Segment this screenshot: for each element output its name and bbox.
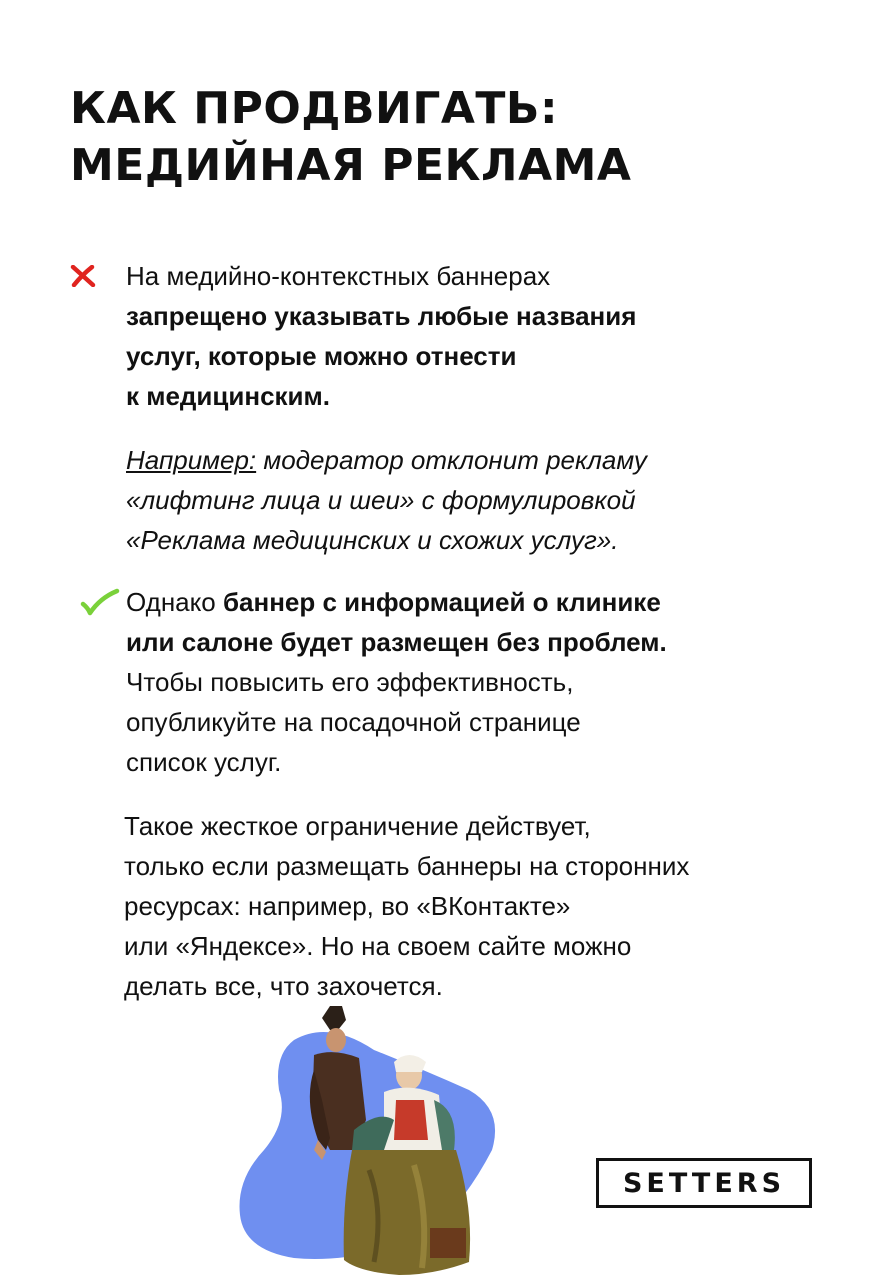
note-line-3: ресурсах: например, во «ВКонтакте» — [124, 891, 571, 921]
cross-icon — [70, 265, 96, 287]
setters-logo: SETTERS — [596, 1158, 812, 1208]
note-line-4: или «Яндексе». Но на своем сайте можно — [124, 931, 632, 961]
allowed-line-4: опубликуйте на посадочной странице — [126, 707, 581, 737]
example-text — [126, 440, 826, 560]
example-line-3: «Реклама медицинских и схожих услуг». — [126, 525, 619, 555]
note-line-2: только если размещать баннеры на сторонних — [124, 851, 690, 881]
allowed-line-5: список услуг. — [126, 747, 282, 777]
example-line-2: «лифтинг лица и шеи» с формулировкой — [126, 485, 636, 515]
prohibited-text — [126, 256, 826, 416]
example-line-1: модератор отклонит рекламу — [256, 445, 647, 475]
title-line-1: КАК ПРОДВИГАТЬ: — [70, 83, 559, 134]
allowed-bold-2: или салоне будет размещен без проблем. — [126, 627, 667, 657]
note-text — [124, 806, 824, 1006]
allowed-line-3: Чтобы повысить его эффективность, — [126, 667, 574, 697]
checkmark-icon — [80, 588, 120, 616]
prohibited-bold-3: к медицинским. — [126, 381, 331, 411]
painting-illustration — [234, 1000, 504, 1280]
example-label: Например: — [126, 445, 257, 475]
note-line-1: Такое жесткое ограничение действует, — [124, 811, 591, 841]
prohibited-bold-1: запрещено указывать любые названия — [126, 301, 637, 331]
page-title — [70, 80, 830, 194]
title-line-2: МЕДИЙНАЯ РЕКЛАМА — [70, 140, 632, 191]
allowed-bold-1: баннер с информацией о клинике — [223, 587, 661, 617]
man-figure — [322, 1006, 346, 1030]
note-line-5: делать все, что захочется. — [124, 971, 443, 1001]
prohibited-intro: На медийно-контекстных баннерах — [126, 261, 551, 291]
prohibited-bold-2: услуг, которые можно отнести — [126, 341, 517, 371]
allowed-text — [126, 582, 826, 782]
allowed-intro: Однако — [126, 587, 223, 617]
